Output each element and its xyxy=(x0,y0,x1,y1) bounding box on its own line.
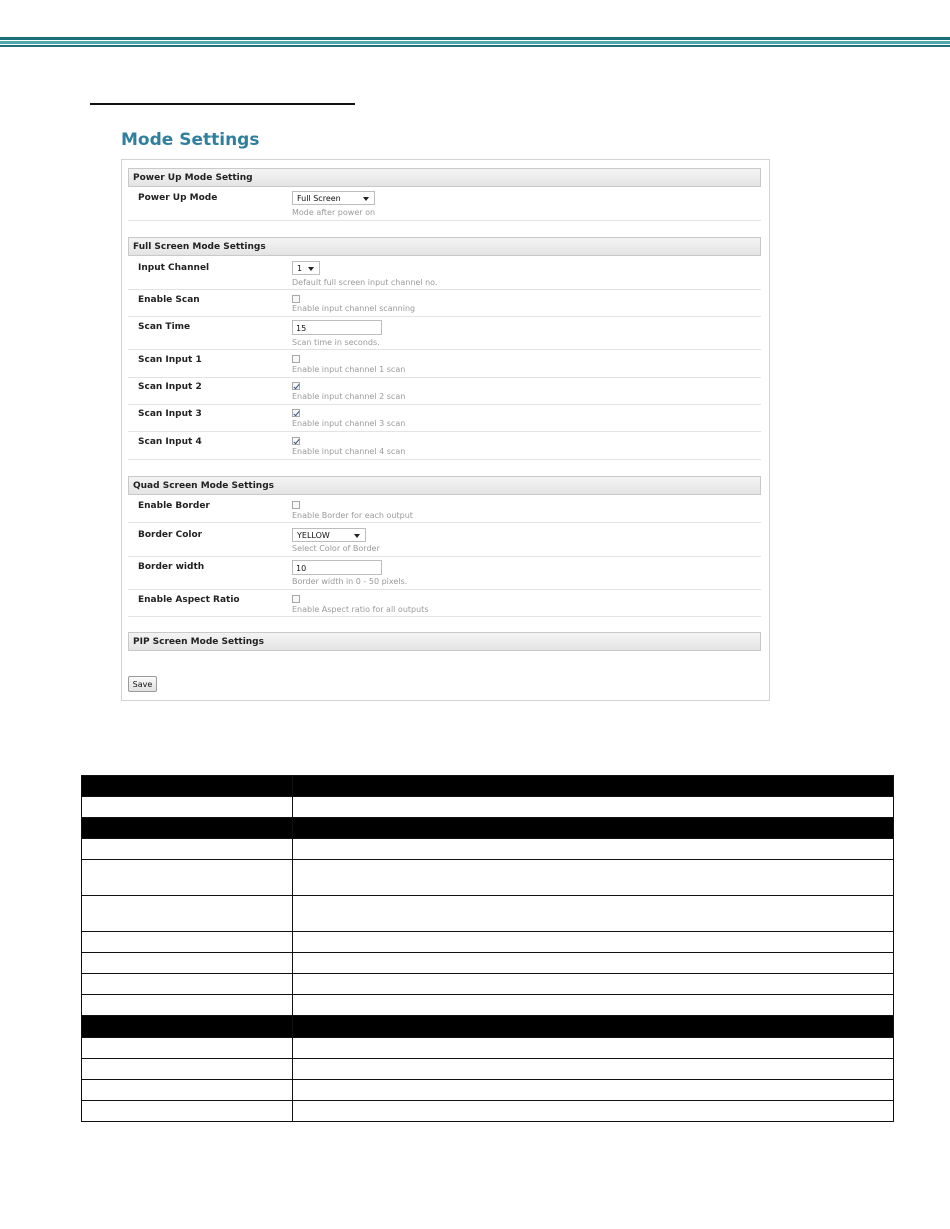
input-channel-hint: Default full screen input channel no. xyxy=(292,278,438,287)
power-up-mode-select[interactable] xyxy=(292,191,375,205)
scan-input-1-hint: Enable input channel 1 scan xyxy=(292,365,406,374)
enable-border-label: Enable Border xyxy=(138,501,210,511)
scan-time-input[interactable] xyxy=(292,320,382,335)
scan-input-4-label: Scan Input 4 xyxy=(138,437,202,447)
row-enable-aspect-ratio xyxy=(128,593,761,617)
border-width-input[interactable] xyxy=(292,560,382,575)
row-input-channel xyxy=(128,261,761,290)
enable-scan-checkbox[interactable] xyxy=(292,295,300,303)
table-row xyxy=(82,896,894,932)
table-row xyxy=(82,1101,894,1122)
table-row xyxy=(82,1080,894,1101)
border-color-value: YELLOW xyxy=(297,531,330,540)
chevron-down-icon xyxy=(354,534,360,538)
border-color-label: Border Color xyxy=(138,530,203,540)
border-width-hint: Border width in 0 - 50 pixels. xyxy=(292,577,408,586)
scan-input-4-hint: Enable input channel 4 scan xyxy=(292,447,406,456)
section-header-quad-screen: Quad Screen Mode Settings xyxy=(128,476,761,495)
caption-underline xyxy=(90,103,355,105)
chevron-down-icon xyxy=(363,197,369,201)
row-scan-input-4 xyxy=(128,435,761,460)
table-row xyxy=(82,797,894,818)
scan-input-2-checkbox[interactable] xyxy=(292,382,300,390)
row-scan-input-3 xyxy=(128,407,761,432)
scan-input-2-label: Scan Input 2 xyxy=(138,382,202,392)
scan-input-3-checkbox[interactable] xyxy=(292,409,300,417)
scan-time-value: 15 xyxy=(296,324,307,333)
section-header-power-up: Power Up Mode Setting xyxy=(128,168,761,187)
header-band xyxy=(0,37,950,49)
reference-table xyxy=(81,775,894,1122)
power-up-mode-label: Power Up Mode xyxy=(138,193,218,203)
page-title: Mode Settings xyxy=(121,130,260,150)
enable-aspect-ratio-hint: Enable Aspect ratio for all outputs xyxy=(292,605,429,614)
table-header-row xyxy=(82,818,894,839)
row-border-width xyxy=(128,560,761,590)
table-row xyxy=(82,995,894,1016)
table-row xyxy=(82,1038,894,1059)
enable-scan-hint: Enable input channel scanning xyxy=(292,304,416,313)
header-band-line xyxy=(0,45,950,47)
enable-aspect-ratio-checkbox[interactable] xyxy=(292,595,300,603)
power-up-mode-hint: Mode after power on xyxy=(292,208,376,217)
scan-input-4-checkbox[interactable] xyxy=(292,437,300,445)
scan-input-3-hint: Enable input channel 3 scan xyxy=(292,419,406,428)
scan-input-2-hint: Enable input channel 2 scan xyxy=(292,392,406,401)
row-power-up-mode xyxy=(128,191,761,221)
scan-input-1-label: Scan Input 1 xyxy=(138,355,202,365)
row-scan-input-2 xyxy=(128,380,761,405)
border-color-select[interactable] xyxy=(292,528,366,542)
input-channel-select[interactable] xyxy=(292,261,320,275)
table-header-row xyxy=(82,1016,894,1038)
scan-input-1-checkbox[interactable] xyxy=(292,355,300,363)
chevron-down-icon xyxy=(308,267,314,271)
table-row xyxy=(82,974,894,995)
table-row xyxy=(82,953,894,974)
table-row xyxy=(82,860,894,896)
save-button[interactable]: Save xyxy=(128,676,157,692)
scan-input-3-label: Scan Input 3 xyxy=(138,409,202,419)
table-header-row xyxy=(82,776,894,797)
table-row xyxy=(82,839,894,860)
row-scan-input-1 xyxy=(128,353,761,378)
table-row xyxy=(82,932,894,953)
input-channel-value: 1 xyxy=(297,264,303,273)
section-header-pip-screen: PIP Screen Mode Settings xyxy=(128,632,761,651)
border-width-label: Border width xyxy=(138,562,205,572)
row-scan-time xyxy=(128,320,761,350)
border-color-hint: Select Color of Border xyxy=(292,544,380,553)
enable-scan-label: Enable Scan xyxy=(138,295,200,305)
enable-aspect-ratio-label: Enable Aspect Ratio xyxy=(138,595,240,605)
header-band-line xyxy=(0,37,950,40)
header-band-line xyxy=(0,41,950,44)
row-border-color xyxy=(128,528,761,557)
enable-border-hint: Enable Border for each output xyxy=(292,511,413,520)
row-enable-scan xyxy=(128,291,761,317)
input-channel-label: Input Channel xyxy=(138,263,210,273)
row-enable-border xyxy=(128,499,761,523)
enable-border-checkbox[interactable] xyxy=(292,501,300,509)
border-width-value: 10 xyxy=(296,564,307,573)
table-row xyxy=(82,1059,894,1080)
section-header-full-screen: Full Screen Mode Settings xyxy=(128,237,761,256)
scan-time-hint: Scan time in seconds. xyxy=(292,338,380,347)
scan-time-label: Scan Time xyxy=(138,322,191,332)
mode-settings-panel xyxy=(121,159,770,701)
power-up-mode-value: Full Screen xyxy=(297,194,341,203)
